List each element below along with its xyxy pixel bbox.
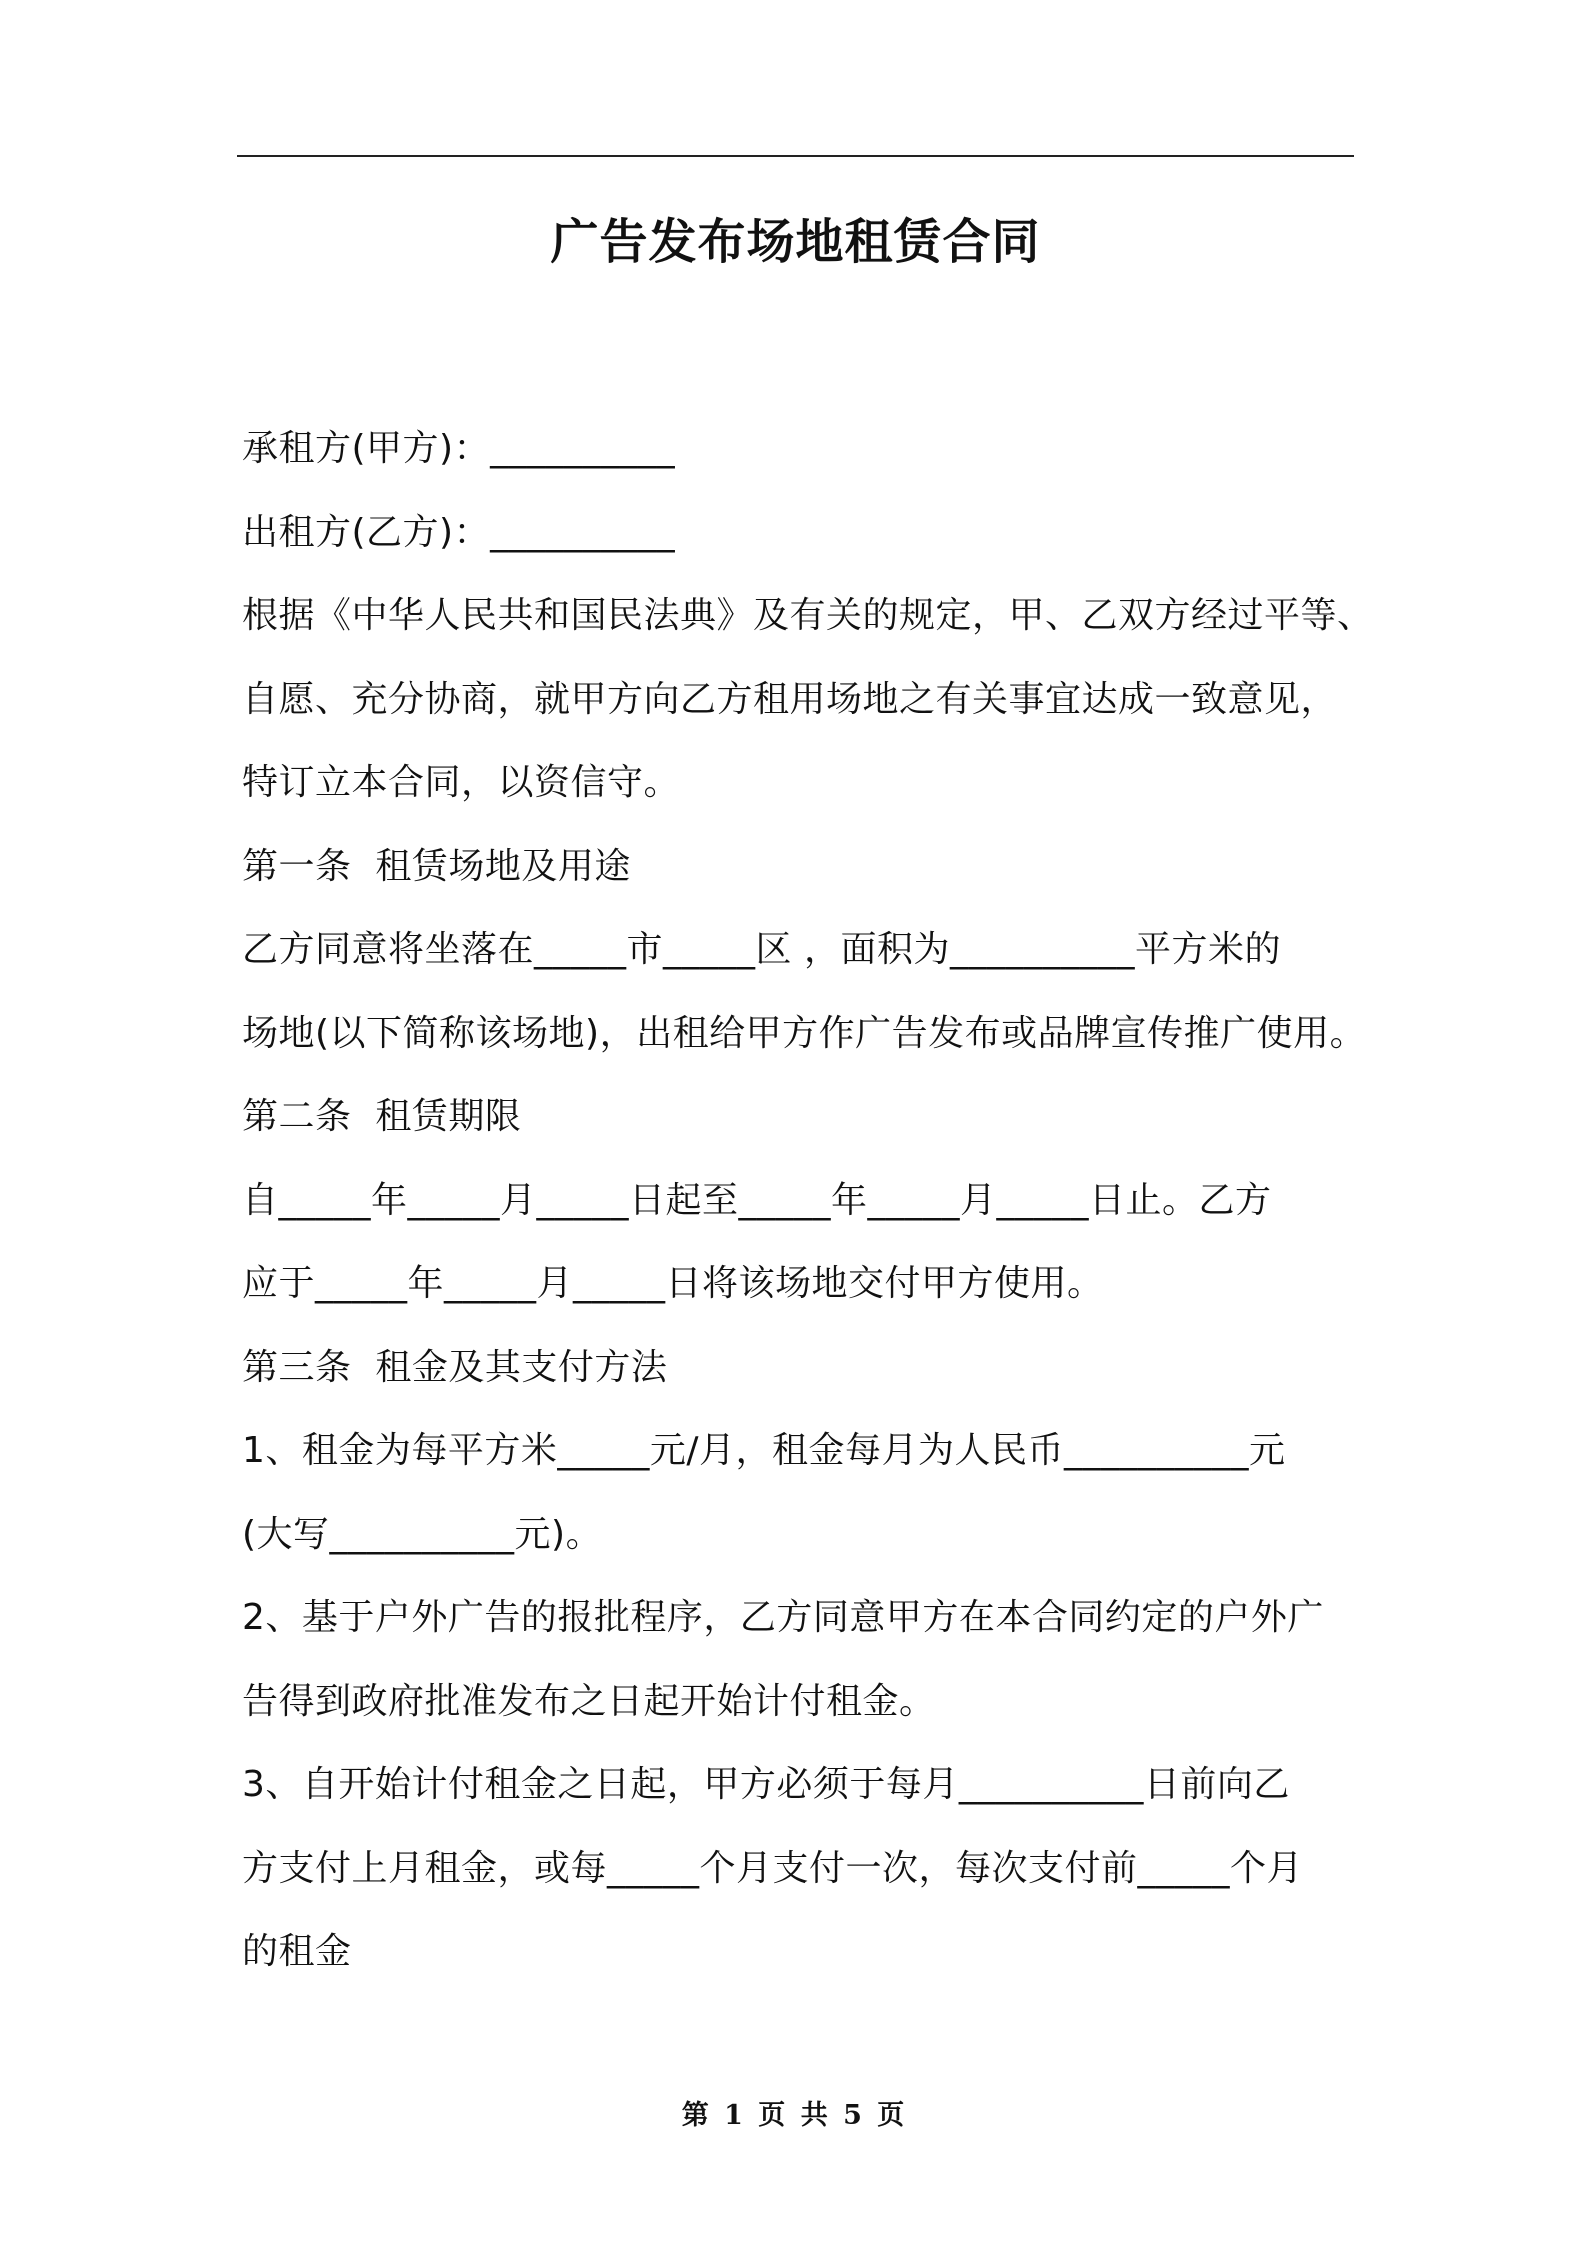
header-rule: [237, 155, 1354, 157]
article-1-heading: 第一条 租赁场地及用途: [242, 845, 631, 887]
article-2-text: 自_____年_____月_____日起至_____年_____月_____日止。乙方: [242, 1179, 1272, 1221]
document-title: 广告发布场地租赁合同: [550, 214, 1041, 270]
preamble-line: 根据《中华人民共和国民法典》及有关的规定，甲、乙双方经过平等、: [242, 595, 1374, 636]
article-3-clause-2: 2、基于户外广告的报批程序，乙方同意甲方在本合同约定的户外广: [242, 1597, 1324, 1638]
preamble-line: 自愿、充分协商，就甲方向乙方租用场地之有关事宜达成一致意见，: [242, 678, 1338, 720]
lessor-line: 出租方(乙方)：__________: [242, 511, 676, 553]
article-1-text: 乙方同意将坐落在_____市_____区 ，面积为__________平方米的: [242, 929, 1281, 970]
article-3-clause-2: 告得到政府批准发布之日起开始计付租金。: [242, 1680, 936, 1722]
article-3-heading: 第三条 租金及其支付方法: [242, 1346, 668, 1388]
contract-body: [242, 407, 1382, 1994]
article-3-clause-3: 方支付上月租金，或每_____个月支付一次，每次支付前_____个月: [242, 1847, 1304, 1889]
article-3-clause-1: 1、租金为每平方米_____元/月，租金每月为人民币__________元: [242, 1430, 1286, 1471]
article-3-clause-1: (大写__________元)。: [242, 1513, 603, 1555]
article-2-text: 应于_____年_____月_____日将该场地交付甲方使用。: [242, 1263, 1104, 1304]
preamble-line: 特订立本合同，以资信守。: [242, 762, 681, 803]
article-1-text: 场地(以下简称该场地)，出租给甲方作广告发布或品牌宣传推广使用。: [242, 1012, 1367, 1054]
lessee-line: 承租方(甲方)：__________: [242, 428, 676, 469]
article-3-clause-3: 的租金: [242, 1931, 352, 1972]
article-2-heading: 第二条 租赁期限: [242, 1096, 522, 1137]
article-3-clause-3: 3、自开始计付租金之日起，甲方必须于每月__________日前向乙: [242, 1764, 1290, 1805]
page-number: 第 1 页 共 5 页: [681, 2100, 905, 2131]
